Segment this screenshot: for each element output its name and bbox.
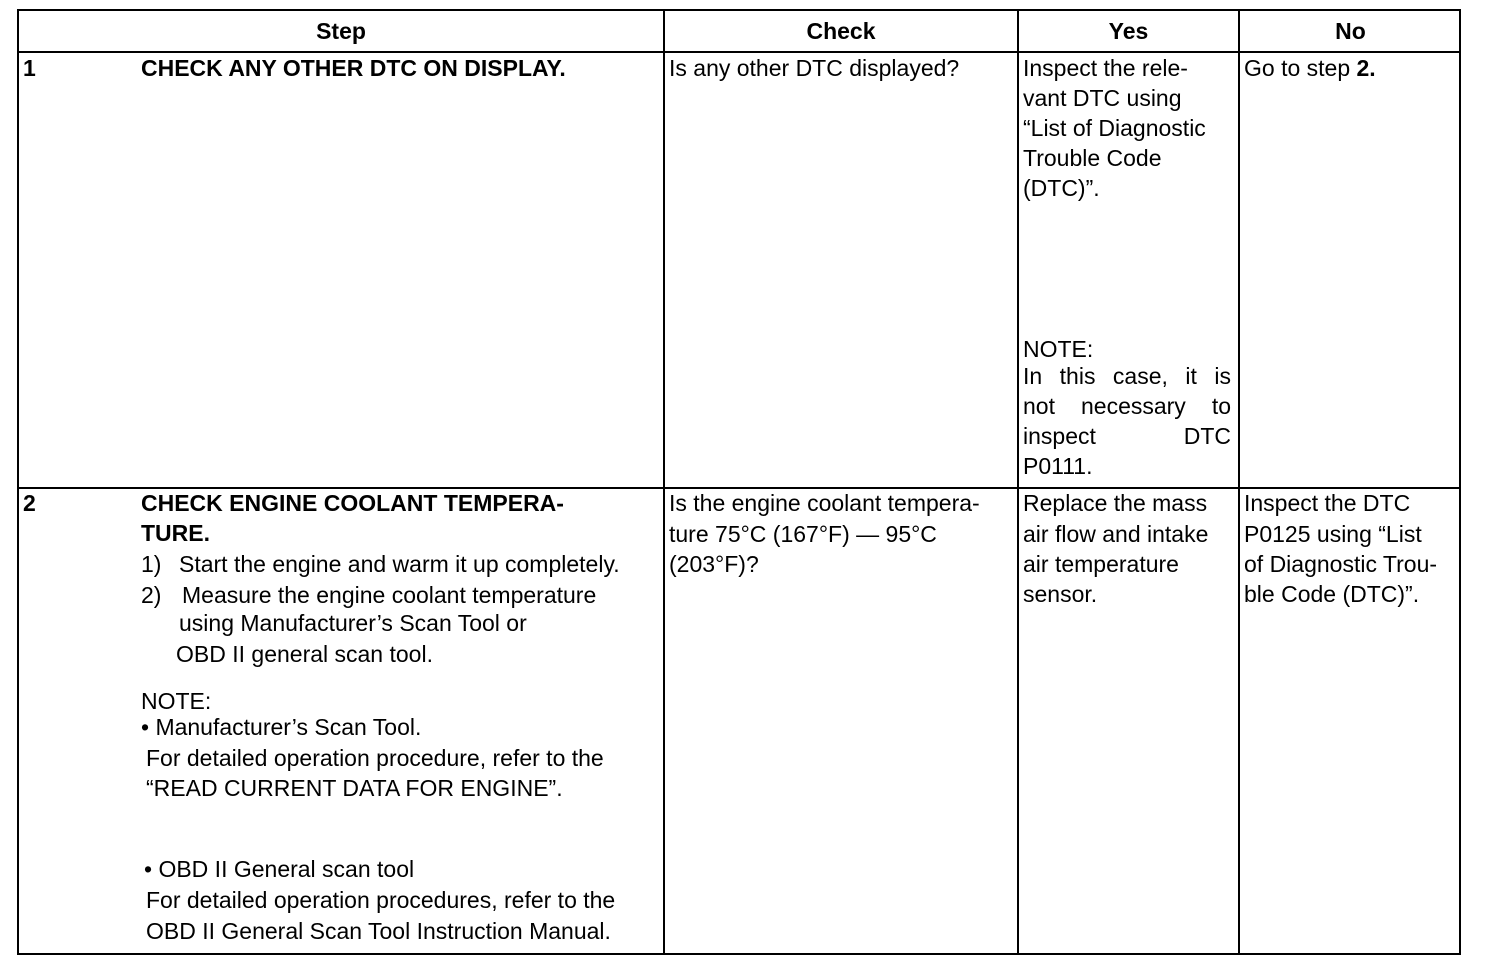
- row2-bullet-text: OBD II General Scan Tool Instruction Manual.: [146, 918, 611, 944]
- note-word: case,: [1112, 363, 1168, 389]
- row1-yes-line: Inspect the rele-: [1023, 55, 1188, 81]
- row1-check: Is any other DTC displayed?: [669, 55, 960, 81]
- row1-yes-note-line: [1023, 421, 1231, 451]
- row1-yes-note-line: [1023, 391, 1231, 421]
- column-divider-yes: [1017, 11, 1019, 953]
- row2-substep-text: using Manufacturer’s Scan Tool or: [179, 610, 527, 636]
- row2-bullet-text: “READ CURRENT DATA FOR ENGINE”.: [146, 775, 563, 801]
- row2-step-title: TURE.: [141, 520, 210, 546]
- header-yes: Yes: [1108, 17, 1149, 44]
- row2-substep-text: Measure the engine coolant temperature: [182, 582, 597, 608]
- row2-substep-number: 2): [141, 582, 162, 608]
- column-divider-check: [663, 11, 665, 953]
- row2-step-number: 2: [23, 490, 36, 516]
- row1-yes-note-line: [1023, 361, 1231, 391]
- row1-step-title: CHECK ANY OTHER DTC ON DISPLAY.: [141, 55, 566, 81]
- row2-note-label: NOTE:: [141, 688, 212, 714]
- row2-no: Inspect the DTC: [1244, 490, 1411, 516]
- row2-yes: Replace the mass: [1023, 490, 1208, 516]
- row2-yes: air temperature: [1023, 551, 1179, 577]
- row2-check: ture 75°C (167°F) — 95°C: [669, 521, 937, 547]
- row2-check: Is the engine coolant tempera-: [669, 490, 980, 516]
- note-word: to: [1211, 393, 1231, 419]
- row1-step-number: 1: [23, 55, 36, 81]
- note-word: DTC: [1183, 423, 1231, 449]
- row2-substep-text: OBD II general scan tool.: [176, 641, 433, 667]
- row2-check: (203°F)?: [669, 551, 759, 577]
- note-word: is: [1214, 363, 1231, 389]
- header-step: Step: [316, 17, 366, 44]
- row1-no: [1244, 53, 1376, 83]
- diagnostic-table: [17, 9, 1461, 955]
- note-word: In: [1023, 363, 1043, 389]
- row2-bullet: • OBD II General scan tool: [144, 856, 415, 882]
- row2-substep-text: Start the engine and warm it up completely.: [179, 551, 620, 577]
- row1-no-step-ref: 2.: [1356, 55, 1376, 81]
- row1-yes-line: Trouble Code: [1023, 145, 1162, 171]
- row2-no: of Diagnostic Trou-: [1244, 551, 1438, 577]
- row2-no: P0125 using “List: [1244, 521, 1422, 547]
- row2-bullet-text: For detailed operation procedures, refer to the: [146, 887, 616, 913]
- column-divider-no: [1238, 11, 1240, 953]
- row1-yes-line: vant DTC using: [1023, 85, 1182, 111]
- row2-substep-number: 1): [141, 551, 162, 577]
- row2-yes: sensor.: [1023, 581, 1098, 607]
- note-word: this: [1059, 363, 1096, 389]
- row1-no-text: Go to step: [1244, 55, 1357, 81]
- row2-bullet: • Manufacturer’s Scan Tool.: [141, 714, 422, 740]
- row1-yes-note-line: P0111.: [1023, 453, 1093, 479]
- note-word: not: [1023, 393, 1055, 419]
- header-no: No: [1335, 17, 1366, 44]
- note-word: it: [1185, 363, 1197, 389]
- note-word: inspect: [1023, 423, 1096, 449]
- row1-yes-line: “List of Diagnostic: [1023, 115, 1206, 141]
- row2-yes: air flow and intake: [1023, 521, 1209, 547]
- header-check: Check: [806, 17, 876, 44]
- row1-yes-note-label: NOTE:: [1023, 336, 1094, 362]
- note-word: necessary: [1080, 393, 1186, 419]
- row1-yes-line: (DTC)”.: [1023, 175, 1100, 201]
- row2-no: ble Code (DTC)”.: [1244, 581, 1420, 607]
- row2-bullet-text: For detailed operation procedure, refer to the: [146, 745, 604, 771]
- row2-step-title: CHECK ENGINE COOLANT TEMPERA-: [141, 490, 564, 516]
